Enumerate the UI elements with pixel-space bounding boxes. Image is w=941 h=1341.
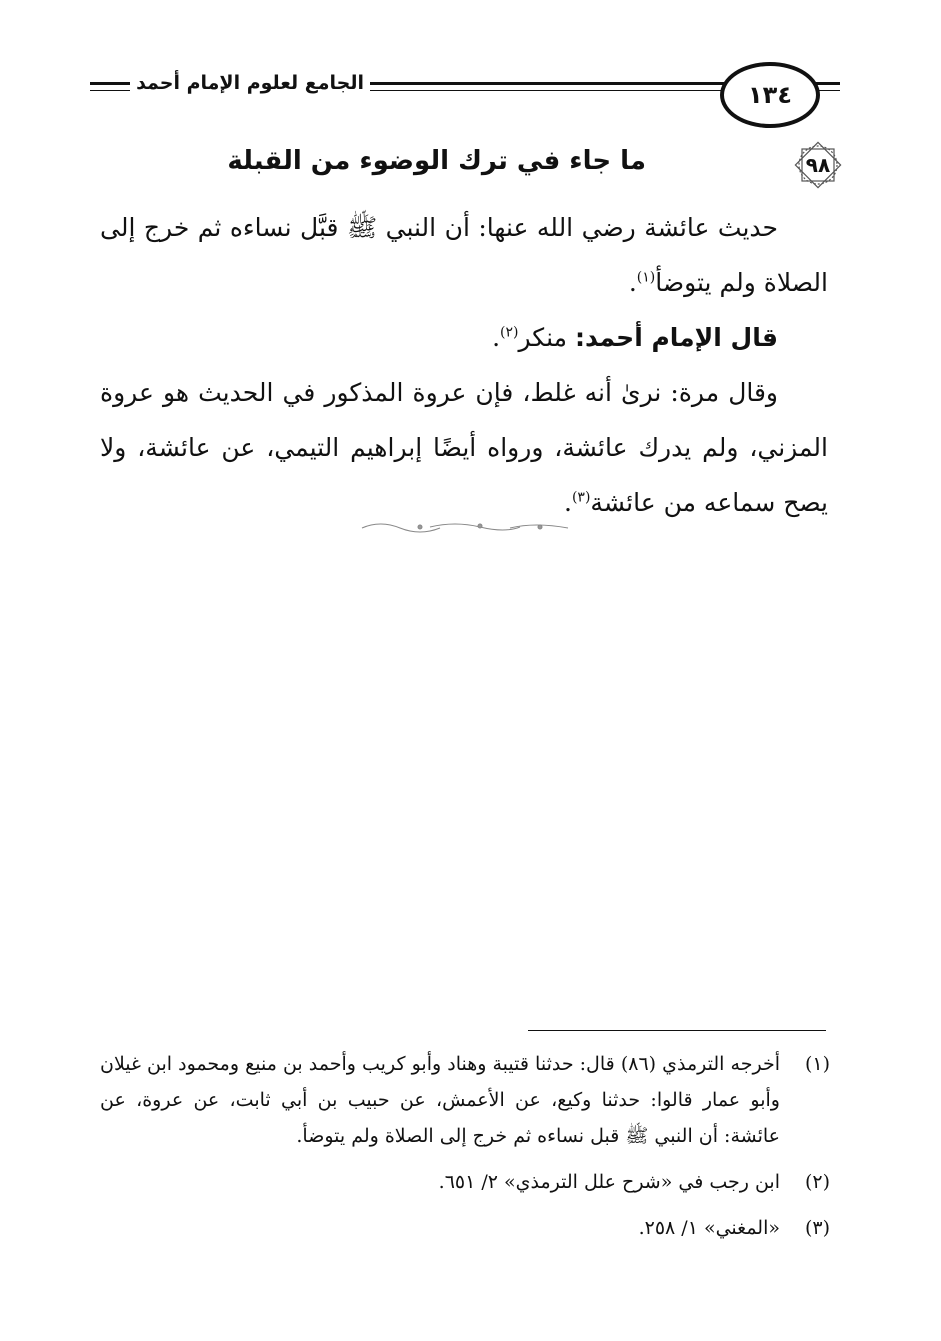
footnotes <box>100 1046 830 1256</box>
footnote-number: (٣) <box>804 1217 830 1239</box>
imam-saying-lead: قال الإمام أحمد: <box>574 323 778 352</box>
footnote <box>100 1164 830 1200</box>
page-number: ١٣٤ <box>720 62 820 128</box>
section-title: ما جاء في ترك الوضوء من القبلة <box>227 146 646 176</box>
main-text <box>100 200 828 530</box>
footnote-ref-1: (١) <box>636 269 656 286</box>
footnote <box>100 1046 830 1154</box>
period: . <box>492 323 501 352</box>
footnote-text: أخرجه الترمذي (٨٦) قال: حدثنا قتيبة وهناد وأبو كريب وأحمد بن منيع ومحمود ابن غيلان وأبو عمار قالوا: حدثنا وكيع، عن الأعمش، عن حبيب بن أبي ثابت، عن عروة، عن عائشة: أن النبي ﷺ قبل نساءه ثم خرج إلى الصلاة ولم يتوضأ. <box>100 1053 780 1147</box>
footnote-separator <box>528 1030 826 1031</box>
footnote-number: (٢) <box>804 1171 830 1193</box>
section-heading <box>0 140 941 190</box>
period: . <box>628 268 637 297</box>
section-number-badge <box>790 137 846 193</box>
period: . <box>564 488 572 517</box>
divider-ornament-icon <box>360 518 570 534</box>
book-title: الجامع لعلوم الإمام أحمد <box>130 72 370 94</box>
footnote-number: (١) <box>804 1053 830 1075</box>
footnote <box>100 1210 830 1246</box>
footnote-ref-2: (٢) <box>500 324 519 341</box>
another-saying-text: وقال مرة: نرىٰ أنه غلط، فإن عروة المذكور في الحديث هو عروة المزني، ولم يدرك عائشة، ورواه أيضًا إبراهيم التيمي، عن عائشة، ولا يصح سماعه من عائشة <box>100 378 828 517</box>
hadith-text: حديث عائشة رضي الله عنها: أن النبي ﷺ قبَّل نساءه ثم خرج إلى الصلاة ولم يتوضأ <box>100 213 828 297</box>
paragraph-hadith <box>100 200 828 310</box>
footnote-ref-3: (٣) <box>571 489 591 506</box>
section-number: ٩٨ <box>805 153 831 177</box>
footnote-text: «المغني» ١/ ٢٥٨. <box>638 1217 780 1239</box>
paragraph-another-saying <box>100 365 828 530</box>
page-header <box>90 62 840 122</box>
footnote-text: ابن رجب في «شرح علل الترمذي» ٢/ ٦٥١. <box>438 1171 780 1193</box>
paragraph-imam-saying <box>100 310 828 365</box>
imam-saying-text: منكر <box>518 323 568 352</box>
